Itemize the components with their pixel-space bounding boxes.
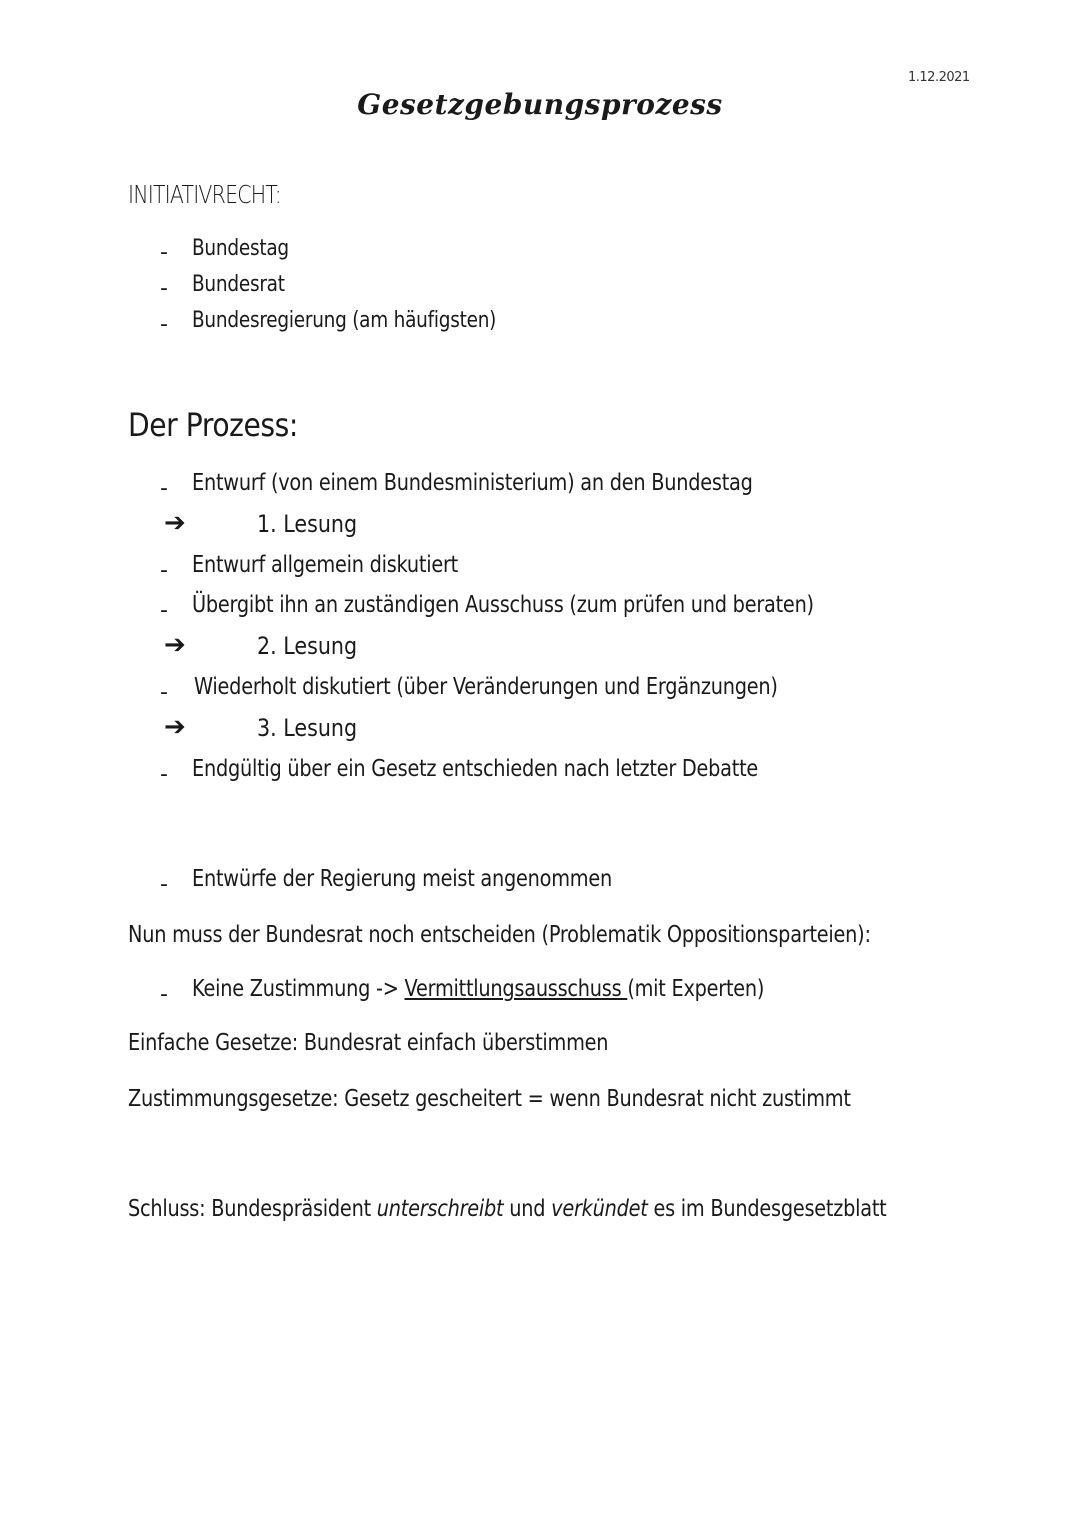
date: 1.12.2021 bbox=[908, 70, 970, 85]
bullet-dash: - bbox=[160, 276, 168, 301]
page-title: Gesetzgebungsprozess bbox=[357, 88, 723, 121]
process-step: Übergibt ihn an zuständigen Ausschuss (zum prüfen und beraten) bbox=[192, 592, 814, 618]
prozess-heading: Der Prozess: bbox=[128, 406, 298, 444]
schluss-mid: und bbox=[503, 1196, 552, 1222]
schluss-verkuendet: verkündet bbox=[551, 1196, 648, 1222]
bullet-dash: - bbox=[160, 872, 168, 897]
bullet-dash: - bbox=[160, 598, 168, 623]
bundesrat-intro: Nun muss der Bundesrat noch entscheiden (Problematik Oppositionsparteien): bbox=[128, 922, 871, 948]
arrow-right-icon: ➔ bbox=[164, 630, 186, 660]
list-item: Bundestag bbox=[192, 236, 289, 261]
schluss-unterschreibt: unterschreibt bbox=[376, 1196, 504, 1222]
bullet-dash: - bbox=[160, 558, 168, 583]
bullet-dash: - bbox=[160, 762, 168, 787]
list-item: Bundesrat bbox=[192, 272, 285, 297]
arrow-right-icon: ➔ bbox=[164, 508, 186, 538]
process-step: Entwurf allgemein diskutiert bbox=[192, 552, 458, 578]
vermittlungsausschuss-term: Vermittlungsausschuss bbox=[404, 976, 628, 1002]
einfache-gesetze: Einfache Gesetze: Bundesrat einfach überstimmen bbox=[128, 1030, 609, 1056]
initiativrecht-heading: INITIATIVRECHT: bbox=[128, 180, 281, 209]
bundesrat-item-prefix: Keine Zustimmung -> bbox=[192, 976, 405, 1002]
bullet-dash: - bbox=[160, 476, 168, 501]
bullet-dash: - bbox=[160, 240, 168, 265]
bullet-dash: - bbox=[160, 982, 168, 1007]
arrow-right-icon: ➔ bbox=[164, 712, 186, 742]
process-step: Entwurf (von einem Bundesministerium) an den Bundestag bbox=[192, 470, 753, 496]
zustimmungsgesetze: Zustimmungsgesetze: Gesetz gescheitert = wenn Bundesrat nicht zustimmt bbox=[128, 1086, 851, 1112]
schluss bbox=[128, 1196, 886, 1222]
bundesrat-item-suffix: (mit Experten) bbox=[627, 976, 765, 1002]
bullet-dash: - bbox=[160, 680, 168, 705]
list-item: Bundesregierung (am häufigsten) bbox=[192, 308, 497, 333]
schluss-suffix: es im Bundesgesetzblatt bbox=[647, 1196, 887, 1222]
process-note: Entwürfe der Regierung meist angenommen bbox=[192, 866, 612, 892]
lesung-label: 1. Lesung bbox=[257, 510, 358, 538]
process-step: Endgültig über ein Gesetz entschieden nach letzter Debatte bbox=[192, 756, 759, 782]
schluss-prefix: Schluss: Bundespräsident bbox=[128, 1196, 377, 1222]
bullet-dash: - bbox=[160, 312, 168, 337]
lesung-label: 3. Lesung bbox=[257, 714, 358, 742]
lesung-label: 2. Lesung bbox=[257, 632, 358, 660]
bundesrat-item bbox=[192, 976, 764, 1002]
process-step: Wiederholt diskutiert (über Veränderungen und Ergänzungen) bbox=[194, 674, 778, 700]
